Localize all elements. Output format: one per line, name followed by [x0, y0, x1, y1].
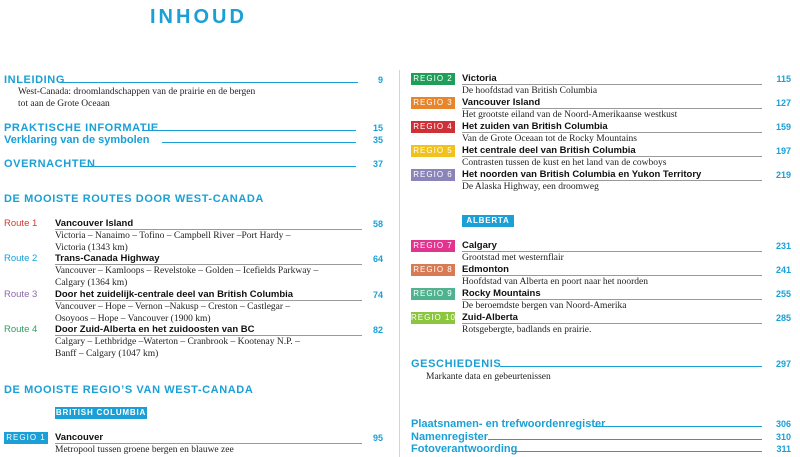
- regio-name: Het centrale deel van British Columbia: [462, 145, 636, 156]
- regio-description: Het grootste eiland van de Noord-Amerikaanse westkust: [462, 110, 678, 120]
- leader-line: [512, 451, 762, 452]
- route-tag: Route 2: [4, 253, 38, 264]
- entry-description: West-Canada: droomlandschappen van de prairie en de bergen: [18, 87, 256, 97]
- regio-description: Contrasten tussen de kust en het land van de cowboys: [462, 158, 667, 168]
- page-number: 95: [372, 433, 383, 443]
- route-name: Trans-Canada Highway: [55, 253, 160, 264]
- regio-name: Victoria: [462, 73, 497, 84]
- regio-description: Van de Grote Oceaan tot de Rocky Mountains: [462, 134, 637, 144]
- regio-description: Hoofdstad van Alberta en poort naar het noorden: [462, 277, 648, 287]
- page-number: 37: [372, 159, 383, 169]
- page-number: 159: [775, 122, 791, 132]
- regio-description: De hoofdstad van British Columbia: [462, 86, 598, 96]
- regio-badge: REGIO 9: [411, 288, 455, 300]
- page-number: 197: [775, 146, 791, 156]
- route-name: Door Zuid-Alberta en het zuidoosten van BC: [55, 324, 255, 335]
- regio-name: Vancouver Island: [462, 97, 541, 108]
- page-number: 255: [775, 289, 791, 299]
- regio-badge: REGIO 1: [4, 432, 48, 444]
- leader-line: [594, 426, 762, 427]
- page-number: 311: [776, 444, 791, 454]
- leader-line: [488, 439, 762, 440]
- page-number: 35: [372, 135, 383, 145]
- page-number: 306: [775, 419, 791, 429]
- route-stops: Osoyoos – Hope – Vancouver (1900 km): [55, 314, 211, 324]
- leader-line: [86, 166, 356, 167]
- regio-name: Het zuiden van British Columbia: [462, 121, 608, 132]
- column-divider: [399, 70, 400, 457]
- page-number: 231: [775, 241, 791, 251]
- regio-badge: REGIO 8: [411, 264, 455, 276]
- entry-description: tot aan de Grote Oceaan: [18, 99, 110, 109]
- regios-heading: DE MOOISTE REGIO’S VAN WEST-CANADA: [4, 384, 254, 396]
- route-name: Vancouver Island: [55, 218, 134, 229]
- route-tag: Route 4: [4, 324, 38, 335]
- category-label-british-columbia: BRITISH COLUMBIA: [55, 408, 147, 417]
- leader-line: [162, 142, 356, 143]
- regio-description: Rotsgebergte, badlands en prairie.: [462, 325, 592, 335]
- page-number: 285: [775, 313, 791, 323]
- route-stops: Victoria – Nanaimo – Tofino – Campbell River –Port Hardy –: [55, 231, 291, 241]
- section-label: Fotoverantwoording: [411, 443, 518, 455]
- page-title: INHOUD: [150, 6, 247, 28]
- category-label-alberta: ALBERTA: [462, 215, 514, 227]
- leader-line: [500, 366, 762, 367]
- route-stops: Calgary (1364 km): [55, 278, 128, 288]
- route-stops: Vancouver – Hope – Vernon –Nakusp – Creston – Castlegar –: [55, 302, 291, 312]
- page-number: 310: [775, 432, 791, 442]
- page-number: 9: [377, 75, 383, 85]
- section-label: PRAKTISCHE INFORMATIE: [4, 122, 159, 134]
- regio-description: Metropool tussen groene bergen en blauwe zee: [55, 445, 234, 455]
- route-stops: Banff – Calgary (1047 km): [55, 349, 159, 359]
- regio-name: Zuid-Alberta: [462, 312, 518, 323]
- regio-badge: REGIO 3: [411, 97, 455, 109]
- section-label: OVERNACHTEN: [4, 158, 96, 170]
- page-number: 297: [775, 359, 791, 369]
- route-tag: Route 1: [4, 218, 38, 229]
- regio-name: Calgary: [462, 240, 497, 251]
- regio-name: Vancouver: [55, 432, 104, 443]
- page-number: 15: [372, 123, 383, 133]
- route-stops: Vancouver – Kamloops – Revelstoke – Golden – Icefields Parkway –: [55, 266, 319, 276]
- page-number: 115: [776, 74, 791, 84]
- regio-badge: REGIO 7: [411, 240, 455, 252]
- regio-badge: REGIO 10: [411, 313, 456, 322]
- regio-description: Grootstad met westernflair: [462, 253, 564, 263]
- regio-description: De Alaska Highway, een droomweg: [462, 182, 599, 192]
- page-number: 64: [372, 254, 383, 264]
- regio-description: De beroemdste bergen van Noord-Amerika: [462, 301, 627, 311]
- regio-badge: REGIO 5: [411, 145, 455, 157]
- section-label: GESCHIEDENIS: [411, 358, 502, 370]
- entry-description: Markante data en gebeurtenissen: [426, 372, 551, 382]
- page-number: 219: [775, 170, 791, 180]
- regio-badge: REGIO 4: [411, 121, 455, 133]
- section-label: INLEIDING: [4, 74, 66, 86]
- section-label: Verklaring van de symbolen: [4, 134, 150, 146]
- route-tag: Route 3: [4, 289, 38, 300]
- page-number: 74: [372, 290, 383, 300]
- section-label: Namenregister: [411, 431, 489, 443]
- regio-name: Het noorden van British Columbia en Yukon Territory: [462, 169, 702, 180]
- leader-line: [60, 82, 358, 83]
- routes-heading: DE MOOISTE ROUTES DOOR WEST-CANADA: [4, 193, 264, 205]
- regio-name: Rocky Mountains: [462, 288, 541, 299]
- regio-badge: REGIO 6: [411, 169, 455, 181]
- page-number: 58: [372, 219, 383, 229]
- page-number: 127: [775, 98, 791, 108]
- page-number: 82: [372, 325, 383, 335]
- leader-line: [142, 130, 356, 131]
- route-stops: Calgary – Lethbridge –Waterton – Cranbrook – Kootenay N.P. –: [55, 337, 300, 347]
- route-stops: Victoria (1343 km): [55, 243, 128, 253]
- page-number: 241: [775, 265, 791, 275]
- regio-name: Edmonton: [462, 264, 509, 275]
- section-label: Plaatsnamen- en trefwoordenregister: [411, 418, 606, 430]
- route-name: Door het zuidelijk-centrale deel van British Columbia: [55, 289, 294, 300]
- regio-badge: REGIO 2: [411, 73, 455, 85]
